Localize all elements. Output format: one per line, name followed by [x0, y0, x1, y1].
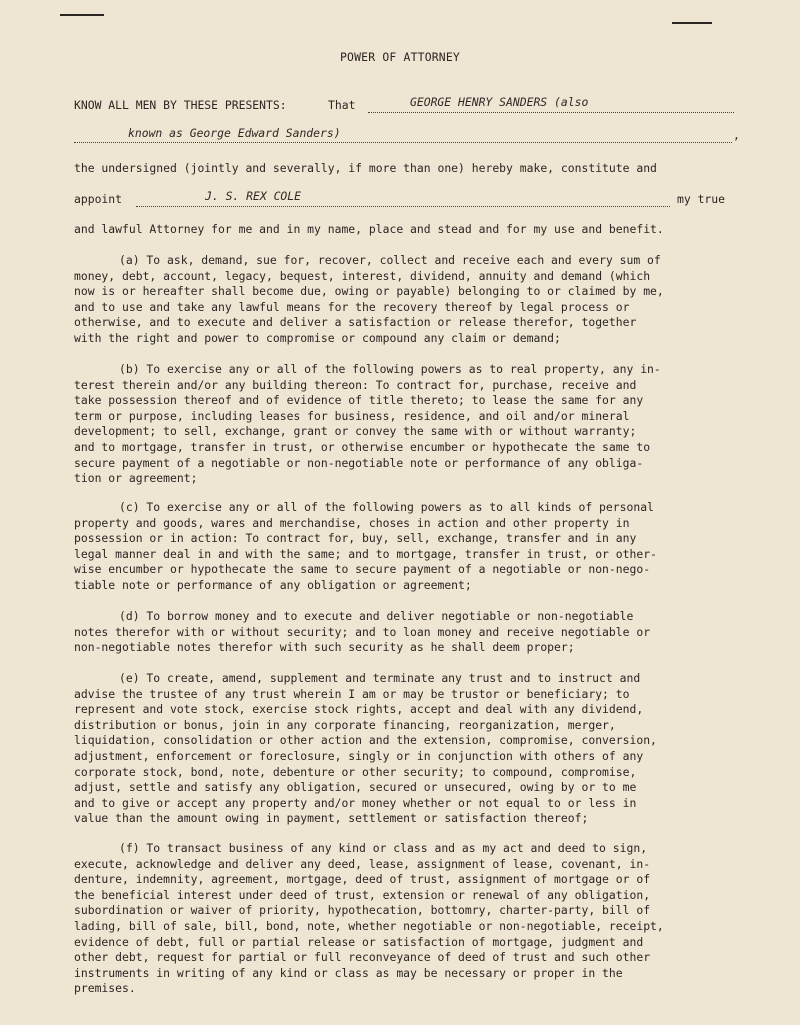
paragraph-line: subordination or waiver of priority, hypothecation, bottomry, charter-party, bill of [74, 903, 651, 918]
paragraph-line: non-negotiable notes therefor with such security as he shall deem proper; [74, 640, 575, 655]
appoint-label: appoint [74, 192, 123, 206]
paragraph-line: notes therefor with or without security; and to loan money and receive negotiable or [74, 624, 651, 639]
paragraph-d [74, 609, 736, 656]
intro-lead: KNOW ALL MEN BY THESE PRESENTS: [74, 98, 287, 112]
paragraph-line: the beneficial interest under deed of trust, extension or renewal of any obligation, [74, 887, 651, 902]
paragraph-line: (c) To exercise any or all of the following powers as to all kinds of personal [119, 500, 654, 514]
attorney-fill-line [136, 206, 670, 207]
paragraph-line: otherwise, and to execute and deliver a satisfaction or release therefor, together [74, 315, 637, 330]
undersigned-line: the undersigned (jointly and severally, if more than one) hereby make, constitute and [74, 161, 657, 175]
paragraph-line: (a) To ask, demand, sue for, recover, collect and receive each and every sum of [119, 253, 661, 267]
paragraph-line: (f) To transact business of any kind or class and as my act and deed to sign, [119, 841, 648, 855]
paragraph-line: denture, indemnity, agreement, mortgage, deed of trust, assignment of mortgage or of [74, 872, 651, 887]
paragraph-line: represent and vote stock, exercise stock rights, accept and deal with any dividend, [74, 702, 644, 717]
paragraph-e [74, 671, 736, 827]
paragraph-line: now is or hereafter shall become due, owing or payable) belonging to or claimed by me, [74, 284, 664, 299]
document-title: POWER OF ATTORNEY [340, 50, 460, 64]
paragraph-line: instruments in writing of any kind or class as may be necessary or proper in the [74, 965, 623, 980]
paragraph-line: premises. [74, 981, 136, 996]
paragraph-line: liquidation, consolidation or other action and the extension, compromise, conversion, [74, 733, 657, 748]
paragraph-line: distribution or bonus, join in any corporate financing, reorganization, merger, [74, 717, 616, 732]
paragraph-line: secure payment of a negotiable or non-negotiable note or performance of any obliga- [74, 455, 644, 470]
paragraph-b [74, 362, 736, 487]
paragraph-f [74, 841, 736, 997]
paragraph-line: other debt, request for partial or full reconveyance of deed of trust and such other [74, 950, 651, 965]
paragraph-c [74, 500, 736, 594]
paragraph-line: tion or agreement; [74, 471, 198, 486]
paragraph-line: evidence of debt, full or partial release or satisfaction of mortgage, judgment and [74, 934, 644, 949]
paragraph-line: advise the trustee of any trust wherein I am or may be trustor or beneficiary; to [74, 686, 630, 701]
paragraph-line: property and goods, wares and merchandise, choses in action and other property in [74, 515, 630, 530]
paragraph-line: (b) To exercise any or all of the following powers as to real property, any in- [119, 362, 661, 376]
paragraph-line: possession or in action: To contract for, buy, sell, exchange, transfer and in any [74, 531, 637, 546]
principal-name-line-2: known as George Edward Sanders) [128, 126, 341, 140]
paragraph-line: tiable note or performance of any obligation or agreement; [74, 577, 472, 592]
paragraph-line: with the right and power to compromise or compound any claim or demand; [74, 330, 561, 345]
principal-fill-line-1 [368, 112, 734, 113]
paragraph-line: term or purpose, including leases for business, residence, and oil and/or mineral [74, 408, 630, 423]
paragraph-line: adjust, settle and satisfy any obligation, secured or unsecured, owing by or to me [74, 780, 637, 795]
top-right-edge-mark [672, 22, 712, 24]
paragraph-line: and to give or accept any property and/or money whether or not equal to or less in [74, 795, 637, 810]
my-true-text: my true [677, 192, 726, 206]
attorney-name: J. S. REX COLE [205, 189, 302, 203]
paragraph-line: legal manner deal in and with the same; and to mortgage, transfer in trust, or other- [74, 546, 657, 561]
paragraph-line: lading, bill of sale, bill, bond, note, whether negotiable or non-negotiable, receipt, [74, 918, 664, 933]
lawful-attorney-line: and lawful Attorney for me and in my name, place and stead and for my use and benefit. [74, 222, 664, 236]
paragraph-line: and to use and take any lawful means for the recovery thereof by legal process or [74, 299, 630, 314]
paragraph-line: and to mortgage, transfer in trust, or otherwise encumber or hypothecate the same to [74, 439, 651, 454]
paragraph-line: adjustment, enforcement or foreclosure, singly or in conjunction with others of any [74, 748, 644, 763]
paragraph-line: corporate stock, bond, note, debenture or other security; to compound, compromise, [74, 764, 637, 779]
principal-end-comma: , [733, 128, 740, 142]
paragraph-line: (e) To create, amend, supplement and terminate any trust and to instruct and [119, 671, 641, 685]
paragraph-a [74, 253, 736, 347]
paragraph-line: development; to sell, exchange, grant or convey the same with or without warranty; [74, 424, 637, 439]
paragraph-line: take possession thereof and of evidence of title thereto; to lease the same for any [74, 393, 644, 408]
principal-name-line-1: GEORGE HENRY SANDERS (also [410, 95, 589, 109]
top-left-edge-mark [60, 14, 104, 16]
paragraph-line: value than the amount owing in payment, settlement or satisfaction thereof; [74, 811, 589, 826]
intro-that: That [328, 98, 356, 112]
paragraph-line: execute, acknowledge and deliver any deed, lease, assignment of lease, covenant, in- [74, 856, 651, 871]
principal-fill-line-2 [74, 142, 732, 143]
paragraph-line: (d) To borrow money and to execute and deliver negotiable or non-negotiable [119, 609, 634, 623]
paragraph-line: money, debt, account, legacy, bequest, interest, dividend, annuity and demand (which [74, 268, 651, 283]
paragraph-line: terest therein and/or any building thereon: To contract for, purchase, receive and [74, 377, 637, 392]
paragraph-line: wise encumber or hypothecate the same to secure payment of a negotiable or non-nego- [74, 562, 651, 577]
